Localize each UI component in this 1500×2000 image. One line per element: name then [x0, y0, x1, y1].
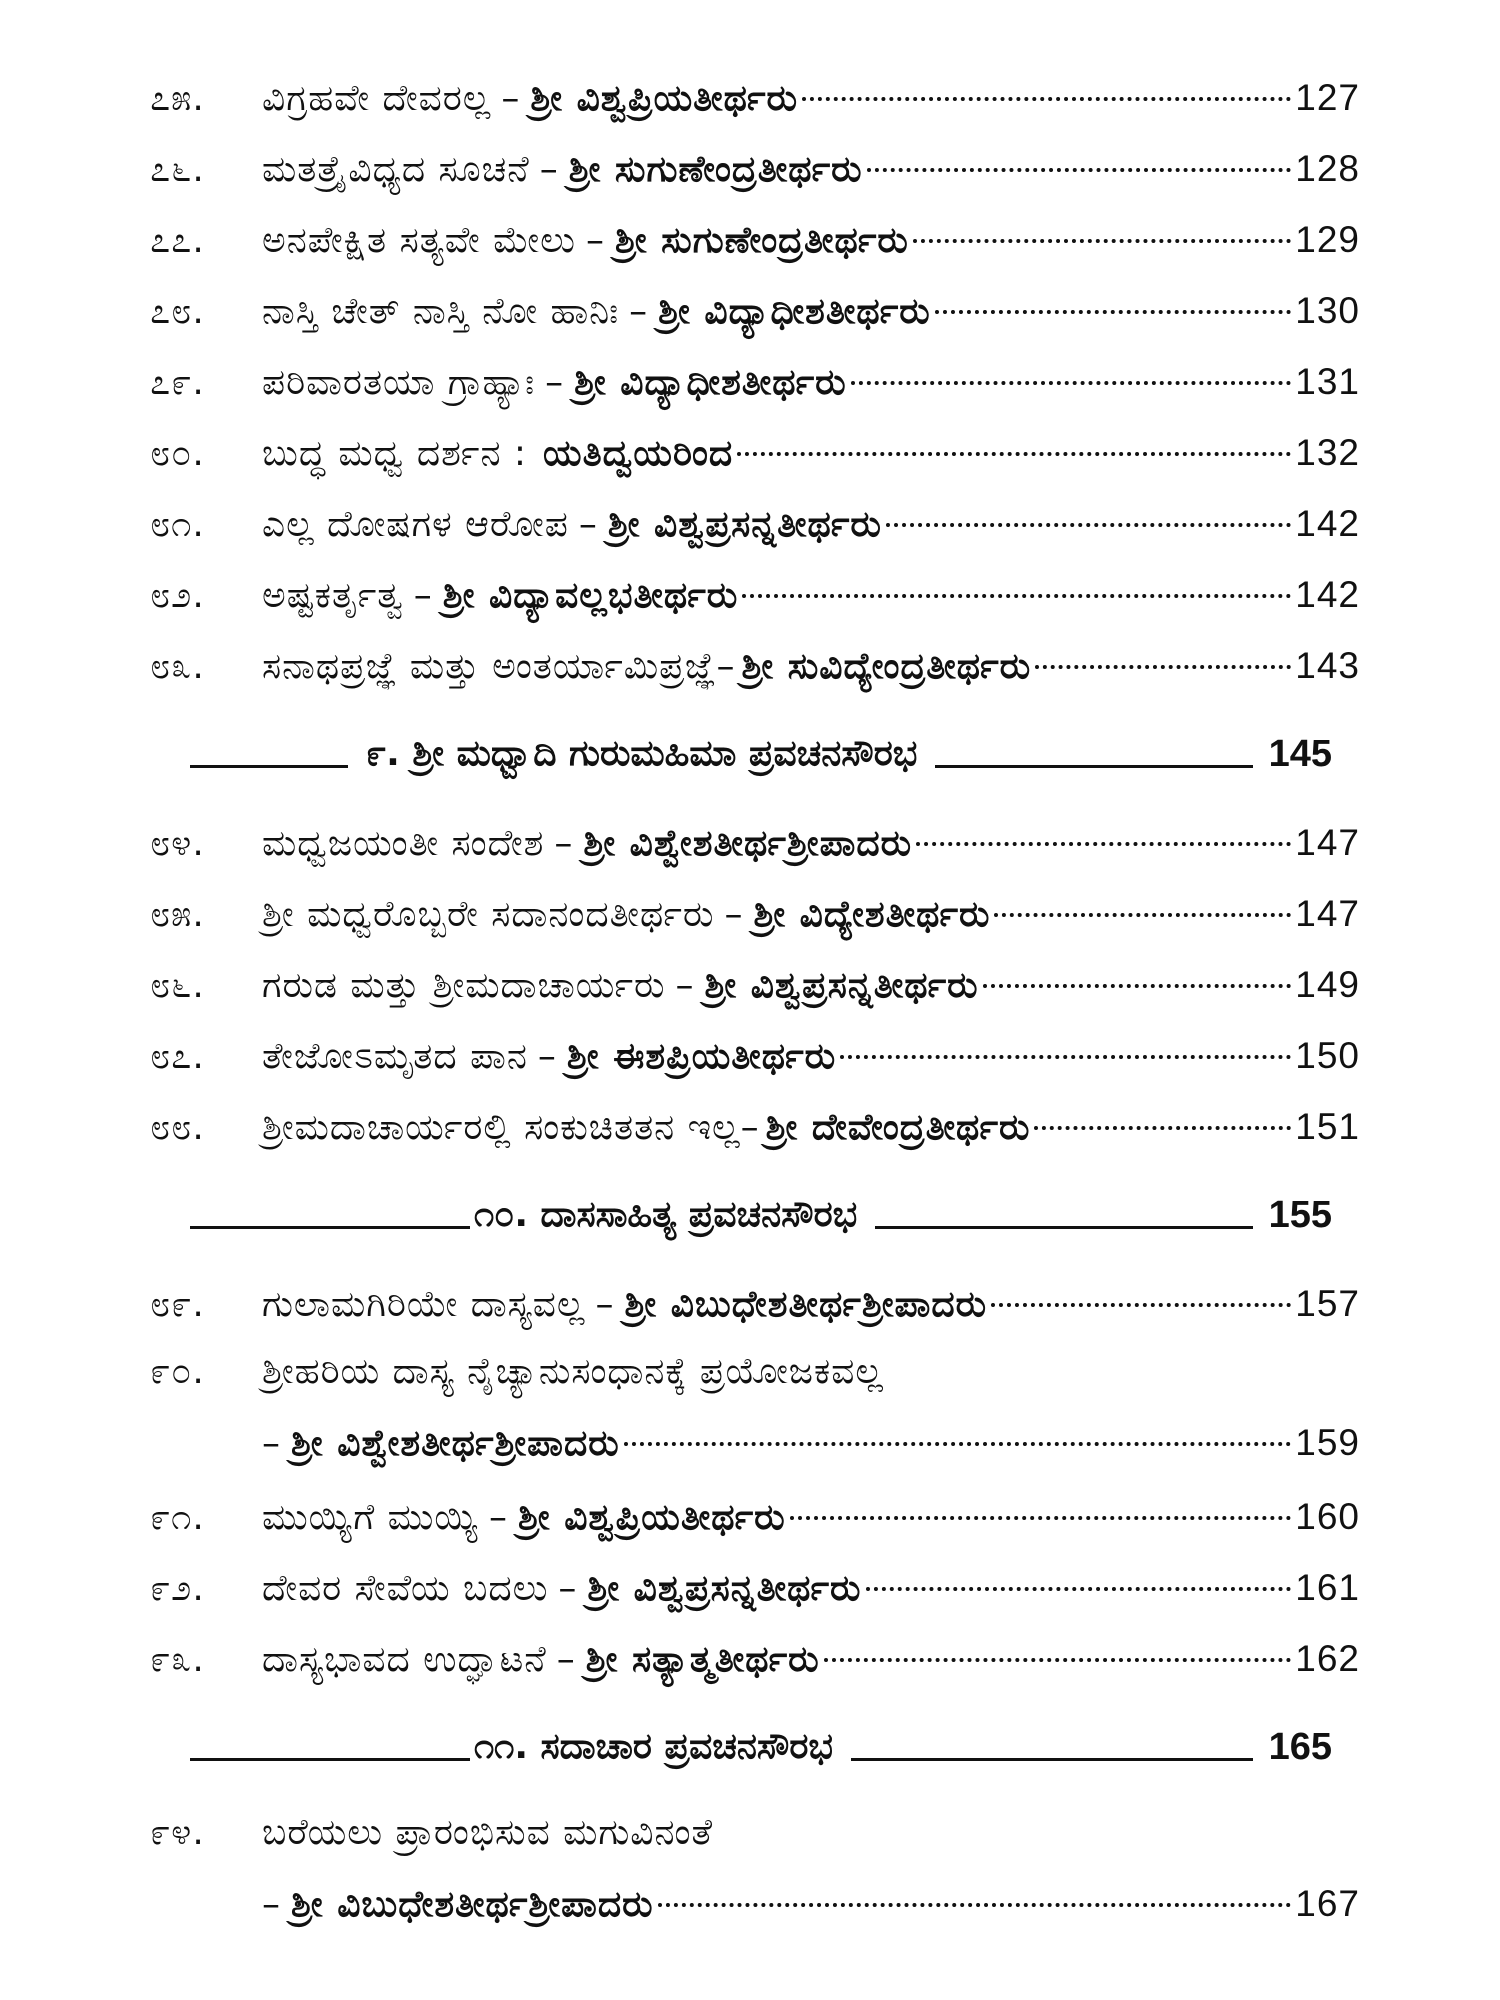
entry-page-number: 132 — [1295, 432, 1360, 473]
entry-title: ಶ್ರೀಮದಾಚಾರ್ಯರಲ್ಲಿ ಸಂಕುಚಿತತನ ಇಲ್ಲ– — [262, 1107, 760, 1148]
entry-author: ಶ್ರೀ ವಿಬುಧೇಶತೀರ್ಥಶ್ರೀಪಾದರು — [624, 1284, 988, 1325]
entry-page-number: 142 — [1295, 574, 1360, 615]
entry-number: ೮೮. — [150, 1107, 205, 1148]
entry-author: ಶ್ರೀ ಈಶಪ್ರಿಯತೀರ್ಥರು — [566, 1036, 837, 1077]
entry-title: ದೇವರ ಸೇವೆಯ ಬದಲು — [262, 1568, 549, 1609]
entry-page-number: 127 — [1295, 77, 1360, 118]
entry-page-number: 162 — [1295, 1638, 1360, 1679]
entry-number: ೮೬. — [150, 965, 205, 1006]
entry-number: ೯೦. — [150, 1351, 205, 1392]
toc-entry — [150, 204, 1360, 275]
entry-dash: – — [539, 149, 559, 190]
entry-author: ಶ್ರೀ ವಿಶ್ವಪ್ರಸನ್ನತೀರ್ಥರು — [704, 965, 979, 1006]
section-title: ೯. ಶ್ರೀ ಮಧ್ವಾದಿ ಗುರುಮಹಿಮಾ ಪ್ರವಚನಸೌರಭ — [366, 733, 918, 774]
toc-entry — [150, 1091, 1360, 1162]
entry-number: ೭೫. — [150, 78, 205, 119]
entry-title: ಮುಯ್ಯಿಗೆ ಮುಯ್ಯಿ — [262, 1497, 479, 1538]
entry-title: ವಿಗ್ರಹವೇ ದೇವರಲ್ಲ — [262, 78, 492, 119]
entry-page-number: 150 — [1295, 1035, 1360, 1076]
toc-entry — [150, 1020, 1360, 1091]
section-rule-right — [875, 1226, 1252, 1229]
entry-page-number: 147 — [1295, 822, 1360, 863]
section-heading-9 — [150, 701, 1360, 807]
entry-number: ೮೯. — [150, 1284, 205, 1325]
entry-page-number: 157 — [1295, 1283, 1360, 1324]
dot-leader — [1034, 1126, 1291, 1130]
entry-number: ೯೪. — [150, 1812, 205, 1853]
entry-dash: – — [489, 1497, 508, 1538]
entry-author: ಶ್ರೀ ಸತ್ಯಾತ್ಮತೀರ್ಥರು — [585, 1639, 820, 1680]
toc-entry — [150, 1268, 1360, 1339]
entry-dash: – — [262, 1423, 281, 1464]
entry-dash: – — [537, 1036, 557, 1077]
entry-page-number: 129 — [1295, 219, 1360, 260]
dot-leader — [790, 1516, 1292, 1520]
entry-page-number: 131 — [1295, 361, 1360, 402]
entry-number: ೮೨. — [150, 575, 205, 616]
entry-number: ೭೭. — [150, 220, 205, 261]
entry-title: ಗರುಡ ಮತ್ತು ಶ್ರೀಮದಾಚಾರ್ಯರು — [262, 965, 666, 1006]
toc-entry — [150, 1481, 1360, 1552]
toc-entry-94 — [150, 1800, 1360, 1866]
toc-entry — [150, 346, 1360, 417]
entry-page-number: 142 — [1295, 503, 1360, 544]
section-page-number: 165 — [1268, 1725, 1332, 1768]
entry-author: ಶ್ರೀ ವಿಶ್ವಪ್ರಸನ್ನತೀರ್ಥರು — [607, 504, 882, 545]
toc-entry — [150, 417, 1360, 488]
entry-author: ಶ್ರೀ ಸುಗುಣೇಂದ್ರತೀರ್ಥರು — [614, 220, 909, 261]
section-page-number: 155 — [1268, 1193, 1332, 1236]
entry-dash: – — [501, 78, 521, 119]
entry-number: ೮೦. — [150, 433, 205, 474]
entry-page-number: 130 — [1295, 290, 1360, 331]
entry-page-number: 159 — [1295, 1422, 1360, 1463]
dot-leader — [742, 594, 1291, 598]
dot-leader — [867, 168, 1292, 172]
entry-dash: – — [262, 1884, 281, 1925]
section-rule-left — [190, 765, 348, 768]
entry-number: ೮೭. — [150, 1036, 205, 1077]
entry-page-number: 151 — [1295, 1106, 1360, 1147]
toc-entry-94-author-line — [150, 1866, 1360, 1942]
dot-leader — [624, 1442, 1292, 1446]
section-rule-right — [935, 765, 1252, 768]
entry-author: ಶ್ರೀ ಸುಗುಣೇಂದ್ರತೀರ್ಥರು — [568, 149, 863, 190]
entry-title: ಸನಾಥಪ್ರಜ್ಞೆ ಮತ್ತು ಅಂತರ್ಯಾಮಿಪ್ರಜ್ಞೆ– — [262, 646, 736, 687]
toc-entry — [150, 630, 1360, 701]
entry-number: ೮೫. — [150, 894, 205, 935]
entry-author: ಶ್ರೀ ವಿಶ್ವಪ್ರಿಯತೀರ್ಥರು — [518, 1497, 786, 1538]
toc-entry — [150, 62, 1360, 133]
section-rule-left — [190, 1226, 470, 1229]
entry-author: ಯತಿದ್ವಯರಿಂದ — [543, 433, 734, 474]
dot-leader — [1035, 665, 1291, 669]
table-of-contents — [150, 62, 1360, 1942]
dot-leader — [851, 381, 1292, 385]
entry-number: ೭೮. — [150, 291, 205, 332]
dot-leader — [935, 310, 1292, 314]
entry-title: ಶ್ರೀ ಮಧ್ವರೊಬ್ಬರೇ ಸದಾನಂದತೀರ್ಥರು — [262, 894, 715, 935]
entry-dash: – — [675, 965, 695, 1006]
entry-title: ನಾಸ್ತಿ ಚೇತ್ ನಾಸ್ತಿ ನೋ ಹಾನಿಃ — [262, 291, 620, 332]
toc-entry — [150, 878, 1360, 949]
entry-page-number: 128 — [1295, 148, 1360, 189]
entry-author: ಶ್ರೀ ದೇವೇಂದ್ರತೀರ್ಥರು — [765, 1107, 1031, 1148]
entry-author: ಶ್ರೀ ವಿದ್ಯಾಧೀಶತೀರ್ಥರು — [574, 362, 847, 403]
dot-leader — [886, 523, 1291, 527]
dot-leader — [866, 1587, 1292, 1591]
toc-group-1 — [150, 62, 1360, 701]
entry-dash: – — [578, 504, 598, 545]
entry-title: ಬರೆಯಲು ಪ್ರಾರಂಭಿಸುವ ಮಗುವಿನಂತೆ — [262, 1812, 714, 1853]
section-heading-10 — [150, 1162, 1360, 1268]
entry-dash: – — [724, 894, 744, 935]
section-title: ೧೦. ದಾಸಸಾಹಿತ್ಯ ಪ್ರವಚನಸೌರಭ — [474, 1194, 858, 1235]
toc-entry — [150, 949, 1360, 1020]
entry-author: ಶ್ರೀ ವಿಬುಧೇಶತೀರ್ಥಶ್ರೀಪಾದರು — [291, 1884, 654, 1925]
dot-leader — [994, 913, 1291, 917]
dot-leader — [913, 239, 1291, 243]
dot-leader — [991, 1303, 1291, 1307]
entry-title: ಎಲ್ಲ ದೋಷಗಳ ಆರೋಪ — [262, 504, 569, 545]
entry-number: ೯೩. — [150, 1639, 205, 1680]
entry-dash: – — [554, 823, 574, 864]
entry-title: ತೇಜೋಽಮೃತದ ಪಾನ — [262, 1036, 528, 1077]
entry-dash: – — [558, 1568, 578, 1609]
entry-author: ಶ್ರೀ ಸುವಿದ್ಯೇಂದ್ರತೀರ್ಥರು — [741, 646, 1032, 687]
dot-leader — [737, 452, 1291, 456]
entry-dash: – — [585, 220, 605, 261]
toc-group-2 — [150, 807, 1360, 1162]
entry-title: ಮತತ್ರೈವಿಧ್ಯದ ಸೂಚನೆ — [262, 149, 530, 190]
entry-dash: – — [545, 362, 565, 403]
toc-group-4 — [150, 1481, 1360, 1694]
section-title: ೧೧. ಸದಾಚಾರ ಪ್ರವಚನಸೌರಭ — [474, 1726, 833, 1767]
toc-entry — [150, 133, 1360, 204]
entry-number: ೯೨. — [150, 1568, 205, 1609]
toc-entry — [150, 488, 1360, 559]
entry-page-number: 161 — [1295, 1567, 1360, 1608]
entry-dash: – — [413, 575, 433, 616]
entry-number: ೭೬. — [150, 149, 205, 190]
toc-entry-90 — [150, 1339, 1360, 1405]
entry-author: ಶ್ರೀ ವಿಶ್ವೇಶತೀರ್ಥಶ್ರೀಪಾದರು — [291, 1423, 620, 1464]
entry-author: ಶ್ರೀ ವಿಶ್ವಪ್ರಿಯತೀರ್ಥರು — [530, 78, 799, 119]
dot-leader — [658, 1903, 1292, 1907]
toc-group-3 — [150, 1268, 1360, 1339]
entry-number: ೮೩. — [150, 646, 205, 687]
dot-leader — [840, 1055, 1291, 1059]
entry-page-number: 160 — [1295, 1496, 1360, 1537]
entry-number: ೯೧. — [150, 1497, 205, 1538]
entry-page-number: 167 — [1295, 1883, 1360, 1924]
dot-leader — [802, 97, 1291, 101]
entry-title: ಅಷ್ಟಕರ್ತೃತ್ವ — [262, 575, 404, 616]
entry-dash: – — [556, 1639, 576, 1680]
dot-leader — [824, 1658, 1292, 1662]
entry-title: ಗುಲಾಮಗಿರಿಯೇ ದಾಸ್ಯವಲ್ಲ — [262, 1284, 586, 1325]
entry-number: ೭೯. — [150, 362, 205, 403]
section-page-number: 145 — [1268, 732, 1332, 775]
entry-title: ಪರಿವಾರತಯಾ ಗ್ರಾಹ್ಯಾಃ — [262, 362, 536, 403]
entry-dash: – — [629, 291, 649, 332]
section-heading-11 — [150, 1694, 1360, 1800]
entry-page-number: 149 — [1295, 964, 1360, 1005]
toc-entry — [150, 1552, 1360, 1623]
dot-leader — [983, 984, 1292, 988]
section-rule-right — [851, 1758, 1253, 1761]
entry-title: ಬುದ್ಧ ಮಧ್ವ ದರ್ಶನ : — [262, 433, 528, 474]
entry-number: ೮೪. — [150, 823, 205, 864]
entry-author: ಶ್ರೀ ವಿಶ್ವಪ್ರಸನ್ನತೀರ್ಥರು — [587, 1568, 862, 1609]
dot-leader — [916, 842, 1291, 846]
entry-author: ಶ್ರೀ ವಿಶ್ವೇಶತೀರ್ಥಶ್ರೀಪಾದರು — [583, 823, 913, 864]
toc-entry — [150, 275, 1360, 346]
toc-entry — [150, 1623, 1360, 1694]
toc-entry — [150, 807, 1360, 878]
entry-title: ಅನಪೇಕ್ಷಿತ ಸತ್ಯವೇ ಮೇಲು — [262, 220, 576, 261]
entry-page-number: 143 — [1295, 645, 1360, 686]
entry-page-number: 147 — [1295, 893, 1360, 934]
entry-title: ಶ್ರೀಹರಿಯ ದಾಸ್ಯ ನೈಚ್ಯಾನುಸಂಧಾನಕ್ಕೆ ಪ್ರಯೋಜಕವಲ್ಲ — [262, 1351, 884, 1392]
entry-dash: – — [595, 1284, 615, 1325]
entry-author: ಶ್ರೀ ವಿದ್ಯಾಧೀಶತೀರ್ಥರು — [658, 291, 931, 332]
toc-entry-90-author-line — [150, 1405, 1360, 1481]
entry-title: ಮಧ್ವಜಯಂತೀ ಸಂದೇಶ — [262, 823, 545, 864]
entry-number: ೮೧. — [150, 504, 205, 545]
entry-title: ದಾಸ್ಯಭಾವದ ಉದ್ಘಾಟನೆ — [262, 1639, 547, 1680]
toc-entry — [150, 559, 1360, 630]
section-rule-left — [190, 1758, 470, 1761]
entry-author: ಶ್ರೀ ವಿದ್ಯಾವಲ್ಲಭತೀರ್ಥರು — [442, 575, 739, 616]
entry-author: ಶ್ರೀ ವಿದ್ಯೇಶತೀರ್ಥರು — [753, 894, 991, 935]
